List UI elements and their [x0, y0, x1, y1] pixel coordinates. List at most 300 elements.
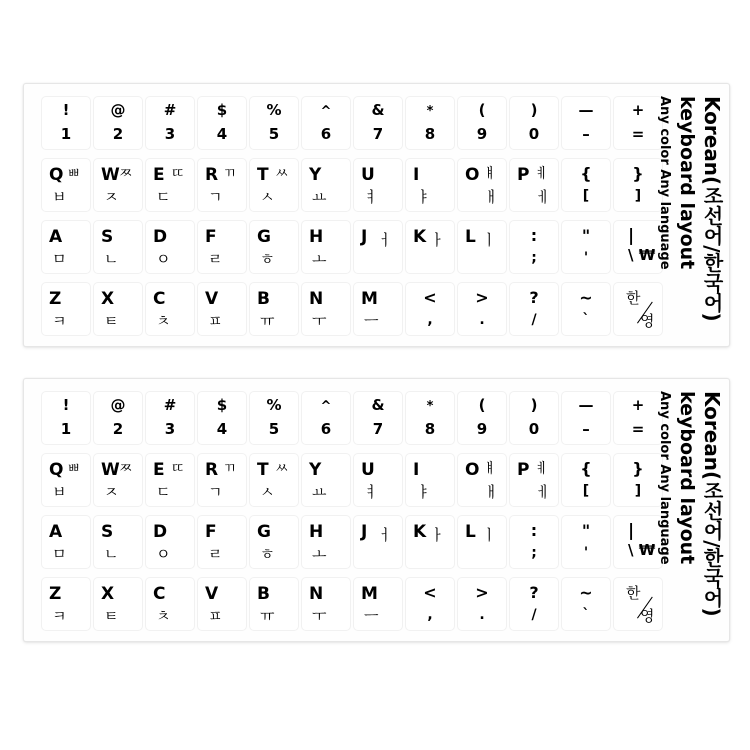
key-hangul: ㅋ	[52, 607, 67, 625]
key-latin: R	[205, 460, 219, 480]
label-subtitle: keyboard layout	[676, 96, 698, 270]
key-hangul-shift: ㄸ	[171, 461, 185, 477]
key-grid	[41, 391, 656, 631]
key-number: 4	[216, 125, 228, 143]
key-j	[353, 515, 403, 569]
key-hangul-shift: ㅉ	[119, 461, 133, 477]
key-hangul-shift: ㅉ	[119, 166, 133, 182]
key-shift-symbol: :	[530, 226, 538, 245]
key-u	[353, 453, 403, 507]
key-hangul: ㅏ	[430, 526, 445, 544]
key-hangul: ㅌ	[104, 312, 119, 330]
key-hangul: ㅑ	[416, 188, 431, 206]
key-hangul: ㅌ	[104, 607, 119, 625]
key-2	[93, 96, 143, 150]
key-a	[41, 515, 91, 569]
key-hangul: ㅍ	[208, 312, 223, 330]
sticker-sheet-1	[23, 83, 730, 347]
key-hangul-shift: ㅒ	[483, 461, 497, 477]
key-hangul: ㅅ	[260, 188, 275, 206]
key-yeong-label: 영	[640, 312, 655, 330]
key-latin: H	[309, 522, 324, 542]
key-latin: O	[465, 460, 480, 480]
key-hangul: ㅣ	[482, 526, 497, 544]
key-hangul: ㅣ	[482, 231, 497, 249]
key-symbol: \ ₩	[628, 541, 656, 559]
key-latin: L	[465, 522, 476, 542]
key-k	[405, 220, 455, 274]
key-latin: J	[361, 522, 368, 542]
key-number: 8	[424, 420, 436, 438]
key-f	[197, 220, 247, 274]
key-shift-symbol: &	[371, 396, 385, 414]
key-symbol: ,	[427, 312, 433, 328]
key-tilde	[561, 282, 611, 336]
key-q	[41, 453, 91, 507]
key-shift-symbol: @	[110, 396, 126, 414]
key-latin: Q	[49, 165, 64, 185]
key-latin: Y	[309, 460, 322, 480]
key-shift-symbol: }	[632, 164, 644, 183]
key-hangul-shift: ㄲ	[223, 166, 237, 182]
key-latin: X	[101, 289, 115, 309]
key-number: 6	[320, 125, 332, 143]
key-shift-symbol: }	[632, 459, 644, 478]
key-hangul: ㅑ	[416, 483, 431, 501]
key-number: 1	[60, 420, 72, 438]
key-latin: D	[153, 522, 168, 542]
key-hangul: ㅎ	[260, 545, 275, 563]
key-hangul: ㅍ	[208, 607, 223, 625]
key-e	[145, 158, 195, 212]
key-f	[197, 515, 247, 569]
key-shift-symbol: ^	[320, 399, 332, 414]
key-latin: M	[361, 289, 378, 309]
key-shift-symbol: %	[266, 396, 282, 414]
key-shift-symbol: (	[478, 396, 486, 414]
key-semicolon	[509, 220, 559, 274]
key-shift-symbol: )	[530, 396, 538, 414]
key-shift-symbol: {	[580, 164, 592, 183]
key-number: 6	[320, 420, 332, 438]
key-hangul: ㄴ	[104, 250, 119, 268]
key-latin: B	[257, 289, 270, 309]
key-latin: T	[257, 460, 269, 480]
key-v	[197, 282, 247, 336]
key-4	[197, 391, 247, 445]
key-r	[197, 453, 247, 507]
key-x	[93, 282, 143, 336]
key-shift-symbol: +	[631, 396, 645, 414]
key-hangul: ㅕ	[364, 483, 379, 501]
key-shift-symbol: —	[578, 101, 594, 119]
key-p	[509, 158, 559, 212]
key-8	[405, 96, 455, 150]
label-tagline: Any color Any language	[657, 391, 672, 565]
key-grid	[41, 96, 656, 336]
key-comma	[405, 282, 455, 336]
key-1	[41, 96, 91, 150]
key-2	[93, 391, 143, 445]
key-x	[93, 577, 143, 631]
key-9	[457, 391, 507, 445]
key-hangul-shift: ㅖ	[535, 166, 549, 182]
key-hangul: ㅡ	[364, 312, 379, 330]
key-latin: T	[257, 165, 269, 185]
key-latin: B	[257, 584, 270, 604]
key-latin: F	[205, 522, 217, 542]
key-d	[145, 220, 195, 274]
key-c	[145, 577, 195, 631]
key-6	[301, 96, 351, 150]
key-5	[249, 391, 299, 445]
key-y	[301, 453, 351, 507]
key-u	[353, 158, 403, 212]
key-number: 2	[112, 420, 124, 438]
key-hangul: ㅗ	[312, 250, 327, 268]
key-number: 3	[164, 420, 176, 438]
key-r	[197, 158, 247, 212]
key-shift-symbol: ~	[579, 288, 593, 307]
key-number: 4	[216, 420, 228, 438]
key-symbol: ;	[531, 545, 537, 561]
key-h	[301, 515, 351, 569]
key-hangul: ㅐ	[484, 188, 499, 206]
label-title: Korean(조선어/한국어)	[700, 96, 724, 322]
key-quote	[561, 220, 611, 274]
key-hangul: ㅐ	[484, 483, 499, 501]
key-hangul: ㅈ	[104, 483, 119, 501]
key-p	[509, 453, 559, 507]
key-latin: X	[101, 584, 115, 604]
key-latin: N	[309, 289, 324, 309]
key-latin: L	[465, 227, 476, 247]
key-h	[301, 220, 351, 274]
key-y	[301, 158, 351, 212]
key-symbol: =	[631, 420, 645, 438]
key-number: 9	[476, 125, 488, 143]
key-shift-symbol: $	[216, 396, 228, 414]
key-han-label: 한	[626, 289, 641, 307]
sheet-label	[654, 391, 726, 631]
key-hangul: ㄴ	[104, 545, 119, 563]
key-5	[249, 96, 299, 150]
key-shift-symbol: ?	[529, 288, 539, 307]
key-l	[457, 220, 507, 274]
key-latin: V	[205, 289, 219, 309]
key-hangul: ㅛ	[312, 188, 327, 206]
key-latin: I	[413, 165, 420, 185]
key-shift-symbol: (	[478, 101, 486, 119]
key-number: 1	[60, 125, 72, 143]
key-6	[301, 391, 351, 445]
key-hangul: ㄱ	[208, 188, 223, 206]
key-0	[509, 391, 559, 445]
key-latin: C	[153, 289, 166, 309]
key-number: 7	[372, 125, 384, 143]
key-shift-symbol: $	[216, 101, 228, 119]
key-g	[249, 515, 299, 569]
key-shift-symbol: #	[163, 101, 177, 119]
key-latin: C	[153, 584, 166, 604]
key-hangul: ㅓ	[378, 231, 393, 249]
key-hangul: ㅂ	[52, 483, 67, 501]
key-semicolon	[509, 515, 559, 569]
key-hangul: ㅜ	[312, 607, 327, 625]
key-latin: J	[361, 227, 368, 247]
key-q	[41, 158, 91, 212]
key-latin: M	[361, 584, 378, 604]
key-hangul: ㅈ	[104, 188, 119, 206]
key-n	[301, 577, 351, 631]
key-hangul-shift: ㅃ	[67, 461, 81, 477]
key-symbol: `	[582, 607, 590, 623]
key-w	[93, 453, 143, 507]
key-latin: Y	[309, 165, 322, 185]
key-t	[249, 453, 299, 507]
key-shift-symbol: #	[163, 396, 177, 414]
key-symbol: –	[582, 125, 590, 143]
key-hangul: ㅕ	[364, 188, 379, 206]
key-shift-symbol: !	[62, 396, 70, 414]
key-latin: F	[205, 227, 217, 247]
key-shift-symbol: >	[475, 288, 489, 307]
key-symbol: /	[531, 312, 537, 328]
key-hangul: ㄹ	[208, 545, 223, 563]
key-i	[405, 453, 455, 507]
key-period	[457, 282, 507, 336]
key-hangul: ㅁ	[52, 545, 67, 563]
key-latin: K	[413, 227, 427, 247]
key-symbol: \ ₩	[628, 246, 656, 264]
key-latin: S	[101, 227, 114, 247]
key-latin: I	[413, 460, 420, 480]
key-z	[41, 577, 91, 631]
key-symbol: ]	[634, 188, 642, 204]
key-shift-symbol: @	[110, 101, 126, 119]
key-slash	[509, 282, 559, 336]
key-latin: W	[101, 460, 120, 480]
key-shift-symbol: &	[371, 101, 385, 119]
key-latin: A	[49, 227, 63, 247]
key-z	[41, 282, 91, 336]
key-han-label: 한	[626, 584, 641, 602]
key-hangul-shift: ㅒ	[483, 166, 497, 182]
key-hangul: ㅔ	[536, 188, 551, 206]
key-symbol: '	[583, 545, 589, 561]
key-shift-symbol: {	[580, 459, 592, 478]
key-left-bracket	[561, 158, 611, 212]
key-latin: R	[205, 165, 219, 185]
key-hangul: ㅠ	[260, 607, 275, 625]
key-e	[145, 453, 195, 507]
key-hangul: ㅡ	[364, 607, 379, 625]
key-minus	[561, 96, 611, 150]
key-tilde	[561, 577, 611, 631]
sheet-label	[654, 96, 726, 336]
key-period	[457, 577, 507, 631]
key-symbol: /	[531, 607, 537, 623]
key-v	[197, 577, 247, 631]
key-b	[249, 282, 299, 336]
key-hangul-shift: ㅖ	[535, 461, 549, 477]
key-i	[405, 158, 455, 212]
key-hangul: ㅇ	[156, 545, 171, 563]
key-shift-symbol: ^	[320, 104, 332, 119]
key-hangul: ㅊ	[156, 607, 171, 625]
label-subtitle: keyboard layout	[676, 391, 698, 565]
key-hangul: ㅗ	[312, 545, 327, 563]
key-g	[249, 220, 299, 274]
key-hangul: ㄱ	[208, 483, 223, 501]
key-latin: Z	[49, 289, 62, 309]
key-shift-symbol: !	[62, 101, 70, 119]
key-7	[353, 96, 403, 150]
key-9	[457, 96, 507, 150]
key-3	[145, 96, 195, 150]
key-symbol: ,	[427, 607, 433, 623]
key-shift-symbol: )	[530, 101, 538, 119]
key-symbol: =	[631, 125, 645, 143]
key-d	[145, 515, 195, 569]
sticker-sheet-2	[23, 378, 730, 642]
key-latin: Q	[49, 460, 64, 480]
key-hangul: ㅠ	[260, 312, 275, 330]
key-shift-symbol: *	[426, 399, 434, 414]
key-o	[457, 453, 507, 507]
key-latin: G	[257, 522, 271, 542]
key-symbol: .	[479, 607, 485, 623]
key-hangul: ㅏ	[430, 231, 445, 249]
key-m	[353, 577, 403, 631]
key-4	[197, 96, 247, 150]
key-left-bracket	[561, 453, 611, 507]
key-c	[145, 282, 195, 336]
key-latin: E	[153, 460, 165, 480]
key-latin: V	[205, 584, 219, 604]
key-3	[145, 391, 195, 445]
key-shift-symbol: <	[423, 288, 437, 307]
key-shift-symbol: *	[426, 104, 434, 119]
key-number: 9	[476, 420, 488, 438]
key-latin: K	[413, 522, 427, 542]
key-quote	[561, 515, 611, 569]
key-hangul: ㄹ	[208, 250, 223, 268]
key-number: 0	[528, 420, 540, 438]
key-symbol: –	[582, 420, 590, 438]
key-hangul: ㄷ	[156, 188, 171, 206]
key-7	[353, 391, 403, 445]
key-number: 5	[268, 420, 280, 438]
key-w	[93, 158, 143, 212]
key-hangul-shift: ㅆ	[275, 461, 289, 477]
key-latin: U	[361, 460, 375, 480]
key-shift-symbol: ~	[579, 583, 593, 602]
key-symbol: [	[582, 483, 590, 499]
key-shift-symbol: ?	[529, 583, 539, 602]
key-shift-symbol: +	[631, 101, 645, 119]
key-hangul-shift: ㅃ	[67, 166, 81, 182]
key-a	[41, 220, 91, 274]
key-shift-symbol: "	[581, 521, 591, 540]
key-symbol: [	[582, 188, 590, 204]
key-o	[457, 158, 507, 212]
key-latin: H	[309, 227, 324, 247]
key-latin: G	[257, 227, 271, 247]
key-slash	[509, 577, 559, 631]
key-t	[249, 158, 299, 212]
key-hangul: ㅊ	[156, 312, 171, 330]
key-number: 0	[528, 125, 540, 143]
key-k	[405, 515, 455, 569]
key-hangul: ㅜ	[312, 312, 327, 330]
key-symbol: ;	[531, 250, 537, 266]
key-latin: Z	[49, 584, 62, 604]
key-s	[93, 220, 143, 274]
key-shift-symbol: |	[628, 521, 635, 541]
key-hangul: ㅔ	[536, 483, 551, 501]
key-latin: D	[153, 227, 168, 247]
key-n	[301, 282, 351, 336]
key-symbol: .	[479, 312, 485, 328]
key-s	[93, 515, 143, 569]
key-latin: E	[153, 165, 165, 185]
key-latin: A	[49, 522, 63, 542]
key-symbol: '	[583, 250, 589, 266]
key-minus	[561, 391, 611, 445]
key-shift-symbol: —	[578, 396, 594, 414]
key-number: 7	[372, 420, 384, 438]
key-latin: O	[465, 165, 480, 185]
key-shift-symbol: :	[530, 521, 538, 540]
key-comma	[405, 577, 455, 631]
key-number: 3	[164, 125, 176, 143]
key-shift-symbol: |	[628, 226, 635, 246]
key-number: 8	[424, 125, 436, 143]
key-hangul: ㅛ	[312, 483, 327, 501]
key-latin: S	[101, 522, 114, 542]
key-symbol: `	[582, 312, 590, 328]
key-hangul: ㄷ	[156, 483, 171, 501]
key-m	[353, 282, 403, 336]
key-j	[353, 220, 403, 274]
key-shift-symbol: <	[423, 583, 437, 602]
key-shift-symbol: >	[475, 583, 489, 602]
label-tagline: Any color Any language	[657, 96, 672, 270]
key-hangul: ㅁ	[52, 250, 67, 268]
key-hangul-shift: ㄸ	[171, 166, 185, 182]
key-hangul-shift: ㅆ	[275, 166, 289, 182]
key-hangul-shift: ㄲ	[223, 461, 237, 477]
key-hangul: ㅓ	[378, 526, 393, 544]
key-0	[509, 96, 559, 150]
key-latin: P	[517, 460, 530, 480]
key-latin: N	[309, 584, 324, 604]
key-symbol: ]	[634, 483, 642, 499]
key-hangul: ㅅ	[260, 483, 275, 501]
key-latin: U	[361, 165, 375, 185]
key-b	[249, 577, 299, 631]
key-1	[41, 391, 91, 445]
key-shift-symbol: "	[581, 226, 591, 245]
label-title: Korean(조선어/한국어)	[700, 391, 724, 617]
key-latin: P	[517, 165, 530, 185]
key-shift-symbol: %	[266, 101, 282, 119]
key-number: 5	[268, 125, 280, 143]
key-number: 2	[112, 125, 124, 143]
key-yeong-label: 영	[640, 607, 655, 625]
key-hangul: ㅎ	[260, 250, 275, 268]
